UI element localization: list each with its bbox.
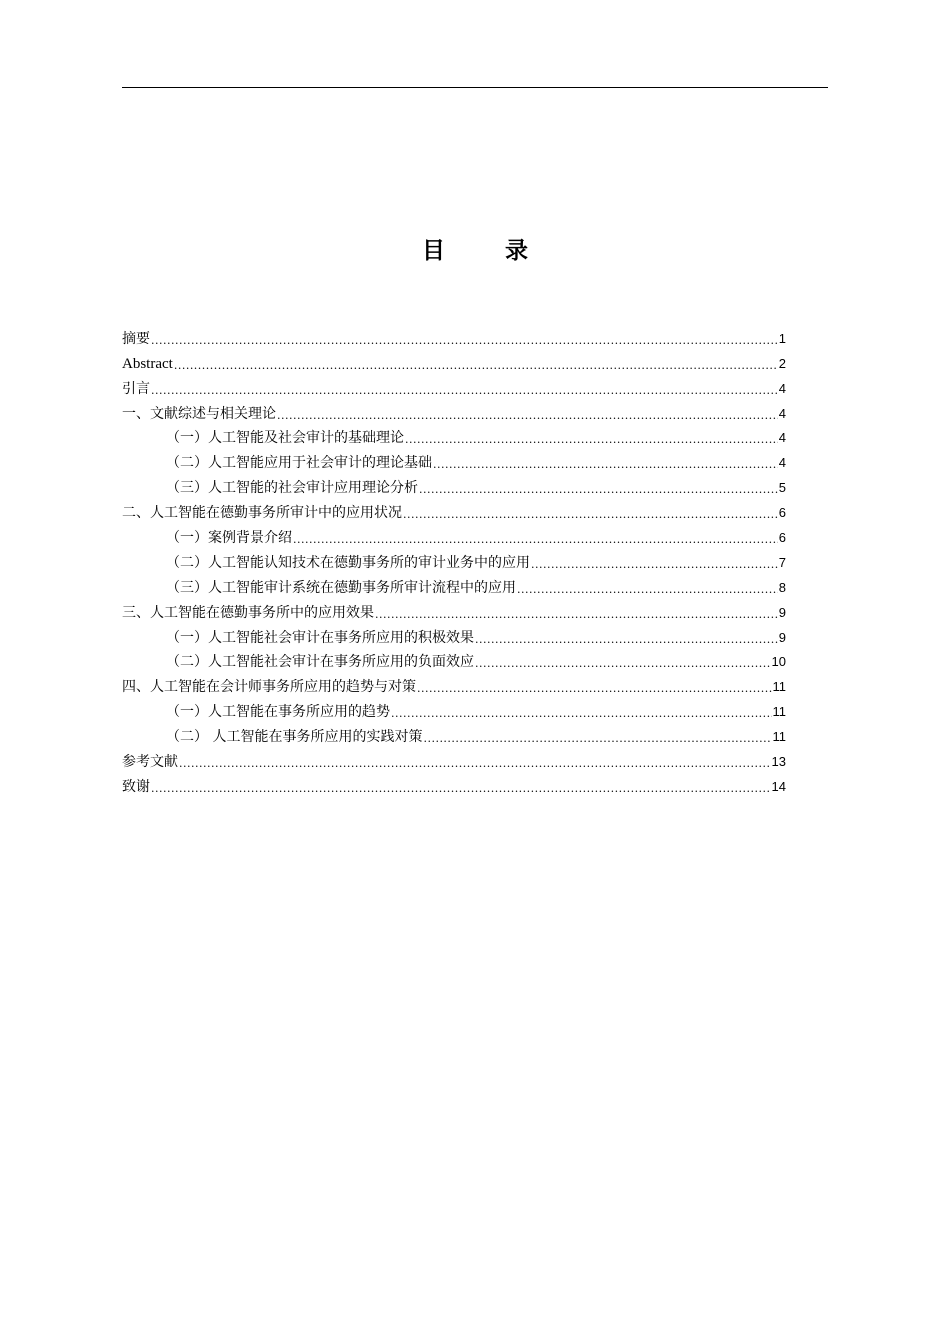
page-title: 目 录 <box>421 238 554 264</box>
toc-entry-label: 摘要 <box>122 330 150 347</box>
toc-entry-page-number: 2 <box>778 355 786 371</box>
toc-entry[interactable] <box>122 398 786 423</box>
toc-entry-label: 引言 <box>122 380 150 397</box>
toc-entry[interactable] <box>122 373 786 398</box>
toc-entry-page-number: 9 <box>778 629 786 645</box>
toc-entry[interactable] <box>122 671 786 696</box>
toc-entry-page-number: 6 <box>778 505 786 521</box>
toc-entry[interactable] <box>122 522 786 547</box>
toc-entry-label: Abstract <box>122 355 173 372</box>
toc-entry-label: 三、人工智能在德勤事务所中的应用效果 <box>122 604 374 621</box>
toc-entry-page-number: 4 <box>778 405 786 421</box>
toc-entry[interactable] <box>122 696 786 721</box>
toc-entry-label: 二、人工智能在德勤事务所审计中的应用状况 <box>122 505 402 522</box>
toc-entry[interactable] <box>122 472 786 497</box>
toc-entry-page-number: 13 <box>771 754 786 770</box>
toc-entry[interactable] <box>122 746 786 771</box>
toc-entry[interactable] <box>122 348 786 373</box>
toc-entry[interactable] <box>122 622 786 647</box>
toc-entry-label: 致谢 <box>122 778 150 795</box>
toc-entry-page-number: 4 <box>778 380 786 396</box>
toc-leader-dots <box>375 607 778 622</box>
toc-entry[interactable] <box>122 323 786 348</box>
toc-entry-label: （三）人工智能审计系统在德勤事务所审计流程中的应用 <box>166 579 516 596</box>
toc-entry[interactable] <box>122 597 786 622</box>
toc-entry-page-number: 10 <box>771 654 786 670</box>
toc-entry-label: （一）人工智能在事务所应用的趋势 <box>166 704 390 721</box>
toc-leader-dots <box>179 756 771 771</box>
toc-entry[interactable] <box>122 647 786 672</box>
toc-entry-label: （二）人工智能认知技术在德勤事务所的审计业务中的应用 <box>166 554 530 571</box>
toc-entry[interactable] <box>122 547 786 572</box>
toc-entry-page-number: 11 <box>772 679 786 695</box>
toc-leader-dots <box>293 532 778 547</box>
toc-entry-label: （三）人工智能的社会审计应用理论分析 <box>166 480 418 497</box>
toc-entry-label: （一）案例背景介绍 <box>166 530 292 547</box>
toc-entry[interactable] <box>122 447 786 472</box>
toc-entry-label: （二）人工智能应用于社会审计的理论基础 <box>166 455 432 472</box>
toc-leader-dots <box>419 482 778 497</box>
toc-entry-page-number: 1 <box>778 330 786 346</box>
toc-leader-dots <box>151 333 778 348</box>
toc-entry[interactable] <box>122 497 786 522</box>
toc-leader-dots <box>475 656 771 671</box>
toc-leader-dots <box>531 557 778 572</box>
toc-leader-dots <box>417 681 772 696</box>
toc-leader-dots <box>277 408 778 423</box>
toc-entry-page-number: 5 <box>778 480 786 496</box>
toc-leader-dots <box>391 706 772 721</box>
toc-leader-dots <box>475 632 778 647</box>
toc-entry-label: 一、文献综述与相关理论 <box>122 405 276 422</box>
toc-entry-page-number: 4 <box>778 430 786 446</box>
toc-leader-dots <box>174 358 778 373</box>
toc-entry[interactable] <box>122 771 786 796</box>
toc-leader-dots <box>403 507 778 522</box>
toc-entry-page-number: 11 <box>772 704 786 720</box>
toc-leader-dots <box>151 383 778 398</box>
toc-entry[interactable] <box>122 721 786 746</box>
toc-leader-dots <box>423 731 771 746</box>
toc-entry-page-number: 9 <box>778 604 786 620</box>
toc-entry-label: （二） 人工智能在事务所应用的实践对策 <box>166 729 423 746</box>
toc-entry-label: 四、人工智能在会计师事务所应用的趋势与对策 <box>122 679 416 696</box>
toc-entry-label: （二）人工智能社会审计在事务所应用的负面效应 <box>166 654 474 671</box>
toc-entry-page-number: 11 <box>772 729 786 745</box>
header-rule <box>122 87 828 88</box>
toc-entry-label: 参考文献 <box>122 754 178 771</box>
toc-leader-dots <box>151 781 771 796</box>
toc-entry-page-number: 14 <box>771 778 786 794</box>
toc-leader-dots <box>433 457 778 472</box>
toc-entry-label: （一）人工智能及社会审计的基础理论 <box>166 430 404 447</box>
toc-entry[interactable] <box>122 572 786 597</box>
toc-entry-page-number: 6 <box>778 530 786 546</box>
toc-entry-page-number: 7 <box>778 554 786 570</box>
toc-leader-dots <box>405 432 778 447</box>
toc-entry[interactable] <box>122 423 786 448</box>
toc-entry-label: （一）人工智能社会审计在事务所应用的积极效果 <box>166 629 474 646</box>
table-of-contents <box>122 323 786 796</box>
toc-leader-dots <box>517 582 778 597</box>
toc-entry-page-number: 4 <box>778 455 786 471</box>
toc-entry-page-number: 8 <box>778 579 786 595</box>
